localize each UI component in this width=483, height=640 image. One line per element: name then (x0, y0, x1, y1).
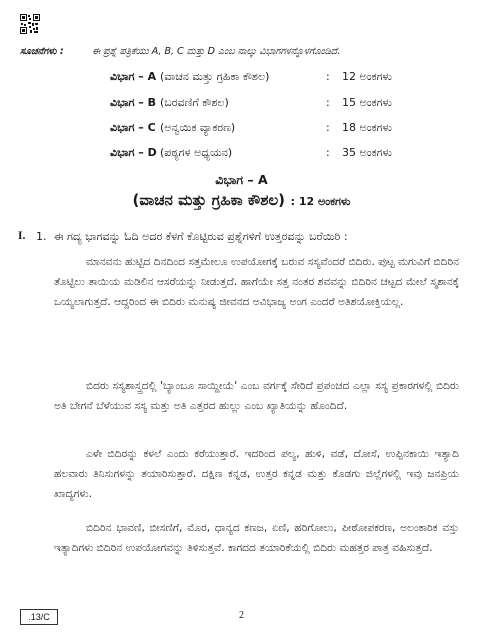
section-row-d (110, 146, 440, 162)
section-marks: 15 ಅಂಕಗಳು (342, 96, 392, 109)
passage-paragraph-3 (54, 444, 459, 504)
part-marks: : 12 ಅಂಕಗಳು (290, 195, 351, 208)
qr-code-icon (20, 14, 40, 34)
section-name: ವಿಭಾಗ – D (110, 146, 157, 159)
passage-paragraph-2 (54, 376, 459, 416)
paragraph-text: ಮಾನವನು ಹುಟ್ಟಿದ ದಿನದಿಂದ ಸತ್ತಮೇಲೂ ಉಪಯೋಗಕ್ಕೆ ಬರುವ ಸಸ್ಯವೆಂದರೆ ಬಿದಿರು. ಪುಟ್ಟ ಮಗುವಿಗೆ ಬಿದಿರಿನ ತೊಟ್ಟಿಲು ತಾಯಿಯ ಮಡಿಲಿನ ಆಸರೆಯನ್ನು ನೀಡುತ್ತದೆ. ಹಾಗೆಯೇ ಸತ್ತ ನಂತರ ಶವವನ್ನು ಬಿದಿರಿನ ಚಟ್ಟದ ಮೇಲೆ ಸ್ಮಶಾನಕ್ಕೆ ಒಯ್ಯಲಾಗುತ್ತದೆ. ಆದ್ದರಿಂದ ಈ ಬಿದಿರು ಮನುಷ್ಯ ಜೀವನದ ಅವಿಭಾಜ್ಯ ಅಂಗ ಎಂದರೆ ಅತಿಶಯೋಕ್ತಿಯಲ್ಲ. (54, 256, 459, 308)
section-description: (ಅನ್ವಯಿಕ ವ್ಯಾಕರಣ) (160, 121, 236, 134)
section-description: (ಬರವಣಿಗೆ ಕೌಶಲ) (160, 96, 229, 109)
section-row-c (110, 121, 440, 137)
section-name: ವಿಭಾಗ – B (110, 96, 156, 109)
part-title: ವಿಭಾಗ – A (215, 172, 268, 187)
section-colon: : (326, 146, 330, 159)
instructions-label: ಸೂಚನೆಗಳು : (20, 46, 64, 57)
section-colon: : (326, 121, 330, 134)
paragraph-text: ಬಿದರು ಸಸ್ಯಶಾಸ್ತ್ರದಲ್ಲಿ 'ಬ್ಯಾಂಬೂ ಸಾಯ್ದೀಯೆ' ಎಂಬ ವರ್ಗಕ್ಕೆ ಸೇರಿದೆ ಪ್ರಪಂಚದ ಎಲ್ಲಾ ಸಸ್ಯ ಪ್ರಕಾರಗಳಲ್ಲಿ ಬಿದಿರು ಅತಿ ಬೇಗನೆ ಬೆಳೆಯುವ ಸಸ್ಯ ಮತ್ತು ಅತಿ ಎತ್ತರದ ಹುಲ್ಲು ಎಂಬ ಖ್ಯಾತಿಯನ್ನು ಹೊಂದಿದೆ. (54, 380, 459, 412)
section-colon: : (326, 96, 330, 109)
section-name: ವಿಭಾಗ – C (110, 121, 156, 134)
section-name: ವಿಭಾಗ – A (110, 70, 157, 83)
section-marks: 35 ಅಂಕಗಳು (342, 146, 392, 159)
passage-paragraph-1 (54, 252, 459, 312)
section-colon: : (326, 70, 330, 83)
page-number: 2 (239, 610, 244, 621)
section-marks: 18 ಅಂಕಗಳು (342, 121, 392, 134)
question-text: ಈ ಗದ್ಯ ಭಾಗವನ್ನು ಓದಿ ಅದರ ಕೆಳಗೆ ಕೊಟ್ಟಿರುವ ಪ್ರಶ್ನೆಗಳಿಗೆ ಉತ್ತರವನ್ನು ಬರೆಯಿರಿ : (54, 230, 348, 243)
section-row-a (110, 70, 440, 86)
question-number: I. (18, 230, 26, 242)
instructions-text: ಈ ಪ್ರಶ್ನೆ ಪತ್ರಿಕೆಯು A, B, C ಮತ್ತು D ಎಂಬ ನಾಲ್ಕು ವಿಭಾಗಗಳನ್ನೊಳಗೊಂಡಿದೆ. (92, 46, 341, 57)
passage-paragraph-4 (54, 518, 459, 558)
paragraph-text: ಬಿದಿರಿನ ಭಾವಣಿ, ಬೀಸಣಿಗೆ, ಮೊರ, ಧಾನ್ಯದ ಕಣಜ, ಏಣಿ, ಹರಿಗೋಲು, ಪೀಠೋಪಕರಣ, ಅಲಂಕಾರಿಕ ವಸ್ತು ಇತ್ಯಾದಿಗಳು ಬಿದಿರಿನ ಉಪಯೋಗವನ್ನು ತಿಳಿಸುತ್ತವೆ. ಕಾಗದದ ತಯಾರಿಕೆಯಲ್ಲಿ ಬಿದಿರು ಮಹತ್ತರ ಪಾತ್ರ ವಹಿಸುತ್ತದೆ. (54, 522, 459, 554)
section-description: (ಪಠ್ಯಗಳ ಅಧ್ಯಯನ) (160, 146, 233, 159)
part-subtitle-line (0, 190, 483, 209)
paragraph-text: ಎಳೇ ಬಿದಿರನ್ನು ಕಳಲೆ ಎಂದು ಕರೆಯುತ್ತಾರೆ. ಇದರಿಂದ ಪಲ್ಯ, ಹುಳಿ, ವಡೆ, ದೋಸೆ, ಉಪ್ಪಿನಕಾಯಿ ಇತ್ಯಾದಿ ಹಲವಾರು ತಿನಿಸುಗಳನ್ನು ತಯಾರಿಸುತ್ತಾರೆ. ದಕ್ಷಿಣ ಕನ್ನಡ, ಉತ್ತರ ಕನ್ನಡ ಮತ್ತು ಕೊಡಗು ಜಿಲ್ಲೆಗಳಲ್ಲಿ ಇವು ಜನಪ್ರಿಯ ಖಾದ್ಯಗಳು. (54, 448, 459, 500)
section-description: (ವಾಚನ ಮತ್ತು ಗ್ರಹಿಕಾ ಕೌಶಲ) (160, 70, 270, 83)
paper-code: .13/C (20, 609, 58, 625)
section-marks: 12 ಅಂಕಗಳು (342, 70, 392, 83)
part-subtitle: (ವಾಚನ ಮತ್ತು ಗ್ರಹಿಕಾ ಕೌಶಲ) (132, 191, 286, 209)
section-row-b (110, 96, 440, 112)
question-subnumber: 1. (36, 230, 47, 243)
